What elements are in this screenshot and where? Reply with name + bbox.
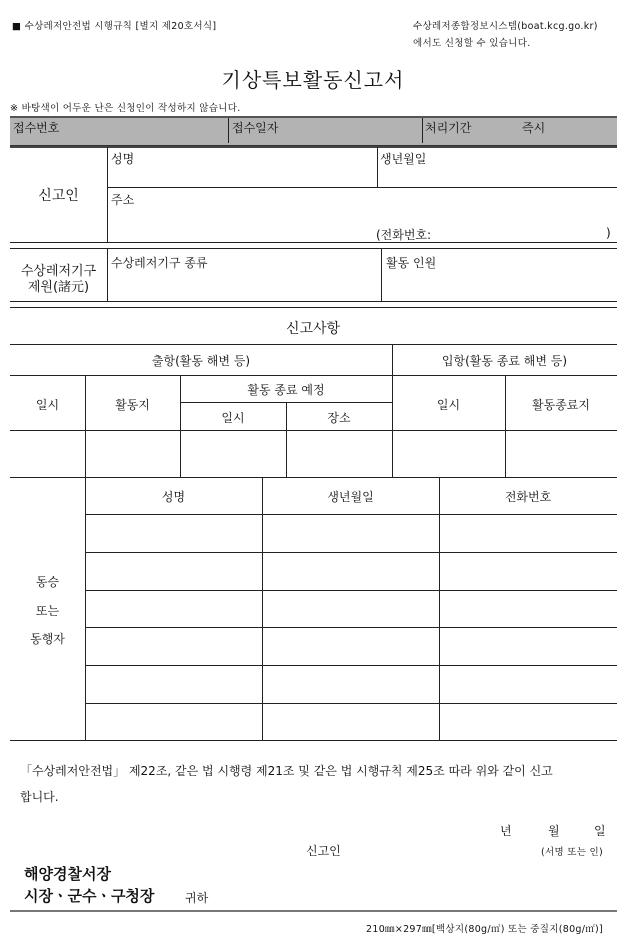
year-label: 년: [500, 824, 512, 838]
arrival-datetime-field[interactable]: [393, 431, 504, 476]
paper-spec: 210㎜×297㎜[백상지(80g/㎡) 또는 중질지(80g/㎡)]: [366, 924, 604, 935]
arrival-header: 입항(활동 종료 해변 등): [441, 354, 568, 368]
companions-label-2: 또는: [35, 604, 60, 618]
activity-place-label: 활동지: [115, 398, 150, 412]
companion-row[interactable]: [86, 666, 617, 702]
processing-period-label: 처리기간: [425, 121, 472, 135]
recipient-coast-guard: 해양경찰서장: [24, 865, 111, 883]
departure-header: 출항(활동 해변 등): [151, 354, 251, 368]
companion-row[interactable]: [86, 628, 617, 664]
statement-line-2: 합니다.: [20, 790, 59, 804]
arrival-datetime-label: 일시: [436, 398, 461, 412]
recipient-local-government: 시장ㆍ군수ㆍ구청장: [24, 887, 155, 905]
reporter-phone-close: ): [606, 226, 611, 240]
companions-label-3: 동행자: [30, 632, 65, 646]
planned-end-label: 활동 종료 예정: [247, 383, 325, 397]
shaded-note: ※ 바탕색이 어두운 난은 신청인이 작성하지 않습니다.: [10, 103, 241, 114]
activity-place-field[interactable]: [86, 431, 179, 476]
online-system-note: 수상레저종합정보시스템(boat.kcg.go.kr): [413, 21, 598, 32]
report-items-title: 신고사항: [285, 321, 341, 337]
form-title: 기상특보활동신고서: [221, 68, 405, 92]
reporter-birth-field[interactable]: [380, 166, 614, 184]
receipt-number-label: 접수번호: [13, 121, 60, 135]
reporter-name-label: 성명: [111, 152, 135, 166]
companions-label-1: 동승: [35, 575, 60, 589]
online-system-note-2: 에서도 신청할 수 있습니다.: [413, 38, 531, 49]
signature-note: (서명 또는 인): [541, 847, 604, 858]
day-label: 일: [594, 824, 606, 838]
end-place-field[interactable]: [506, 431, 616, 476]
form-reference: ■ 수상레저안전법 시행규칙 [별지 제20호서식]: [12, 21, 217, 32]
reporter-birth-label: 생년월일: [380, 152, 427, 166]
receipt-date-label: 접수일자: [232, 121, 279, 135]
companion-row[interactable]: [86, 553, 617, 589]
reporter-phone-label: (전화번호:: [376, 228, 432, 242]
activity-persons-label: 활동 인원: [386, 256, 437, 270]
planned-datetime-field[interactable]: [181, 431, 285, 476]
processing-period-value: 즉시: [522, 121, 546, 135]
reporter-section-label: 신고인: [38, 188, 79, 204]
companion-name-header: 성명: [161, 490, 186, 504]
planned-place-label: 장소: [327, 411, 351, 425]
companion-phone-header: 전화번호: [504, 490, 552, 504]
equipment-type-label: 수상레저기구 종류: [111, 256, 208, 270]
equipment-section-label-2: 제원(諸元): [27, 280, 90, 295]
departure-datetime-field[interactable]: [11, 431, 84, 476]
activity-persons-field[interactable]: [386, 272, 614, 296]
recipient-suffix: 귀하: [185, 891, 209, 905]
reporter-phone-field[interactable]: [440, 224, 600, 240]
planned-place-field[interactable]: [287, 431, 391, 476]
planned-datetime-label: 일시: [221, 411, 245, 425]
reporter-address-label: 주소: [111, 193, 135, 207]
companion-row[interactable]: [86, 515, 617, 551]
reporter-name-field[interactable]: [111, 166, 373, 184]
month-label: 월: [548, 824, 560, 838]
companion-row[interactable]: [86, 704, 617, 739]
departure-datetime-label: 일시: [35, 398, 60, 412]
statement-line-1: 「수상레저안전법」 제22조, 같은 법 시행령 제21조 및 같은 법 시행규칙 제25조 따라 위와 같이 신고: [20, 764, 553, 778]
signature-label: 신고인: [306, 844, 341, 858]
companion-birth-header: 생년월일: [327, 490, 374, 504]
companion-row[interactable]: [86, 591, 617, 626]
reporter-address-field[interactable]: [111, 206, 611, 224]
equipment-type-field[interactable]: [111, 272, 377, 296]
equipment-section-label: 수상레저기구: [20, 264, 97, 279]
end-place-label: 활동종료지: [532, 398, 590, 412]
